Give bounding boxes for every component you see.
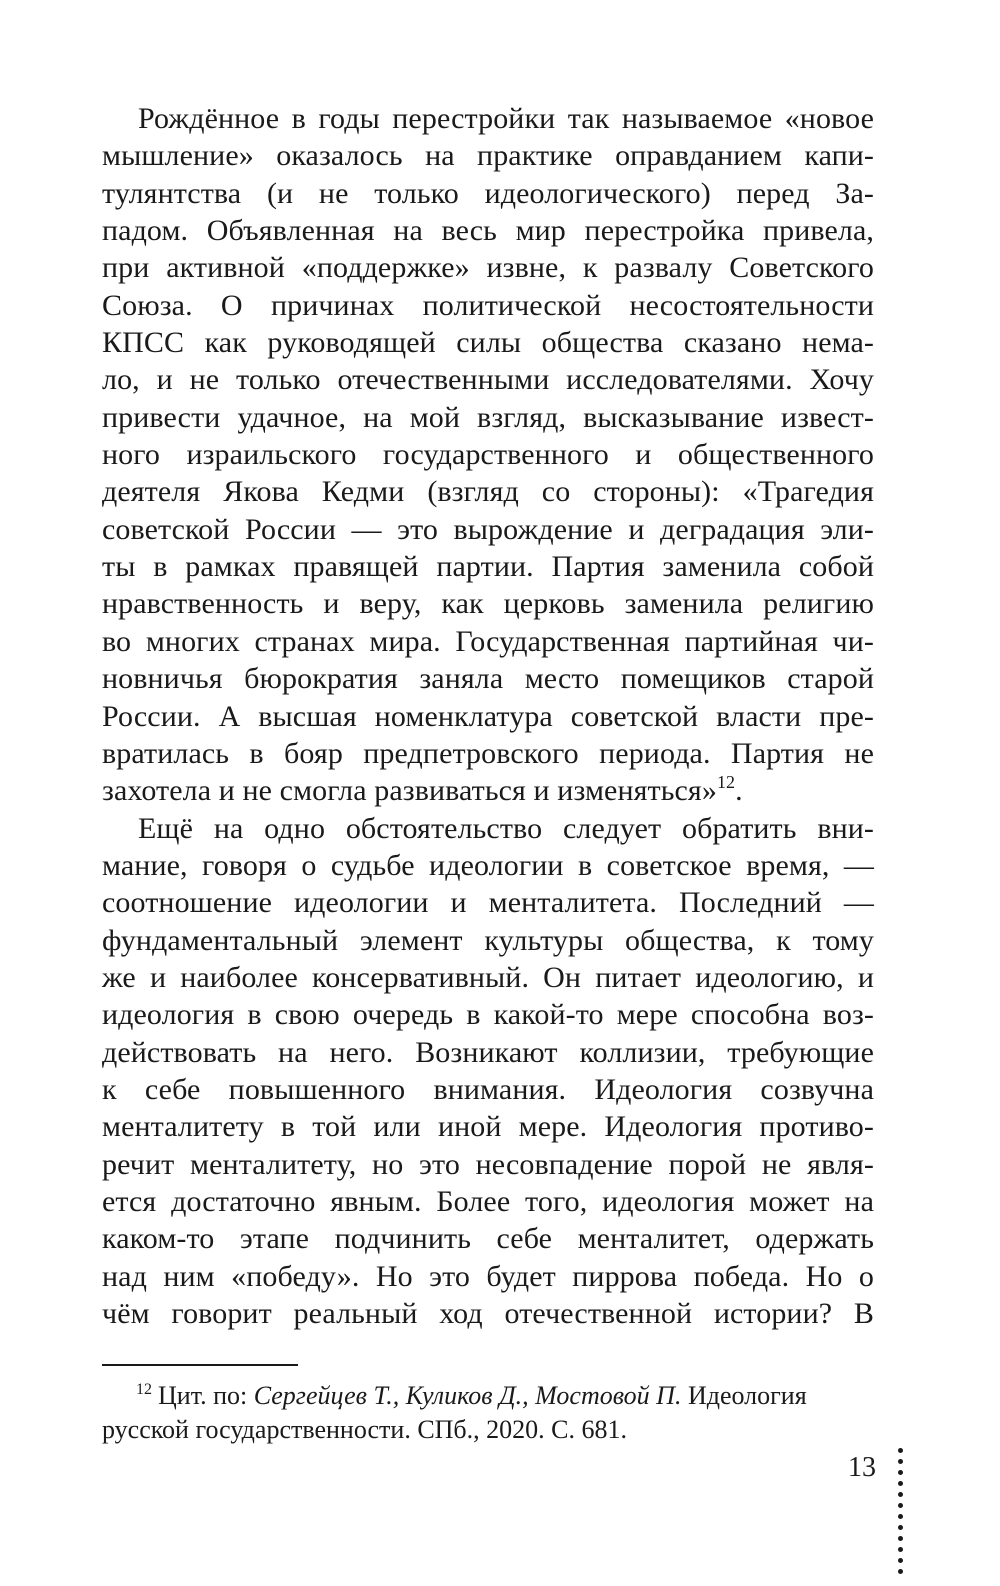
text-line: ты в рамках правящей партии. Партия заменила собой xyxy=(102,550,874,584)
text-line: России. А высшая номенклатура советской власти пре- xyxy=(102,699,874,733)
dot xyxy=(898,1514,903,1519)
text-line: ется достаточно явным. Более того, идеология может на xyxy=(102,1184,874,1218)
dot xyxy=(898,1558,903,1563)
text-line-with-footnote-ref xyxy=(102,772,874,809)
footnote xyxy=(102,1379,874,1447)
text-line: действовать на него. Возникают коллизии, требующие xyxy=(102,1035,874,1069)
page-number: 13 xyxy=(848,1452,876,1483)
footnote-title: Идеология xyxy=(687,1381,807,1410)
footnote-number: 12 xyxy=(136,1381,152,1398)
main-text xyxy=(102,100,874,1332)
text-line: чём говорит реальный ход отечественной истории? В xyxy=(102,1297,874,1330)
text-line: ло, и не только отечественными исследователями. Хочу xyxy=(102,363,874,397)
text-line: вратилась в бояр предпетровского периода. Партия не xyxy=(102,736,874,770)
text-line: новничья бюрократия заняла место помещиков старой xyxy=(102,662,874,696)
dot xyxy=(898,1492,903,1497)
text-line: нравственность и веру, как церковь заменила религию xyxy=(102,587,874,621)
dot xyxy=(898,1569,903,1574)
text-line: советской России — это вырождение и деградация эли- xyxy=(102,512,874,546)
dot xyxy=(898,1525,903,1530)
text-line: КПСС как руководящей силы общества сказано нема- xyxy=(102,326,874,360)
text-line: к себе повышенного внимания. Идеология созвучна xyxy=(102,1072,874,1106)
text-line: же и наиболее консервативный. Он питает идеологию, и xyxy=(102,960,874,994)
text-line: тулянтства (и не только идеологического) перед За- xyxy=(102,176,874,210)
quote-end-punct: . xyxy=(735,774,743,808)
text-line: фундаментальный элемент культуры общества, к тому xyxy=(102,923,874,957)
text-line: речит менталитету, но это несовпадение порой не явля- xyxy=(102,1147,874,1181)
text-line: при активной «поддержке» извне, к развалу Советского xyxy=(102,251,874,285)
text-line-content: захотела и не смогла развиваться и изменяться» xyxy=(102,774,717,808)
text-line: соотношение идеологии и менталитета. Последний — xyxy=(102,886,874,920)
dot xyxy=(898,1536,903,1541)
text-line: каком-то этапе подчинить себе менталитет, одержать xyxy=(102,1222,874,1256)
text-line: Союза. О причинах политической несостоятельности xyxy=(102,288,874,322)
dot xyxy=(898,1547,903,1552)
footnote-reference[interactable]: 12 xyxy=(716,772,736,793)
footnote-authors: Сергейцев Т., Куликов Д., Мостовой П. xyxy=(253,1381,682,1410)
footnote-divider xyxy=(102,1364,298,1366)
text-line: во многих странах мира. Государственная партийная чи- xyxy=(102,624,874,658)
page-edge-dots xyxy=(896,1448,906,1586)
footnote-prefix: Цит. по: xyxy=(158,1381,248,1410)
footnote-line xyxy=(102,1379,874,1413)
dot xyxy=(898,1459,903,1464)
text-line: над ним «победу». Но это будет пиррова победа. Но о xyxy=(102,1259,874,1293)
text-line: деятеля Якова Кедми (взгляд со стороны): «Трагедия xyxy=(102,475,874,509)
dot xyxy=(898,1470,903,1475)
text-line: привести удачное, на мой взгляд, высказывание извест- xyxy=(102,400,874,434)
text-line: мание, говоря о судьбе идеологии в советское время, — xyxy=(102,848,874,882)
text-line: падом. Объявленная на весь мир перестройка привела, xyxy=(102,214,874,248)
footnote-line: русской государственности. СПб., 2020. С. 681. xyxy=(102,1415,628,1444)
dot xyxy=(898,1448,903,1453)
text-line: менталитету в той или иной мере. Идеология противо- xyxy=(102,1110,874,1144)
text-line: Рождённое в годы перестройки так называемое «новое xyxy=(138,102,874,135)
text-line: Ещё на одно обстоятельство следует обратить вни- xyxy=(138,811,874,845)
dot xyxy=(898,1481,903,1486)
text-line: мышление» оказалось на практике оправданием капи- xyxy=(102,139,874,173)
dot xyxy=(898,1503,903,1508)
text-line: ного израильского государственного и общественного xyxy=(102,438,874,472)
text-line: идеология в свою очередь в какой-то мере способна воз- xyxy=(102,998,874,1032)
